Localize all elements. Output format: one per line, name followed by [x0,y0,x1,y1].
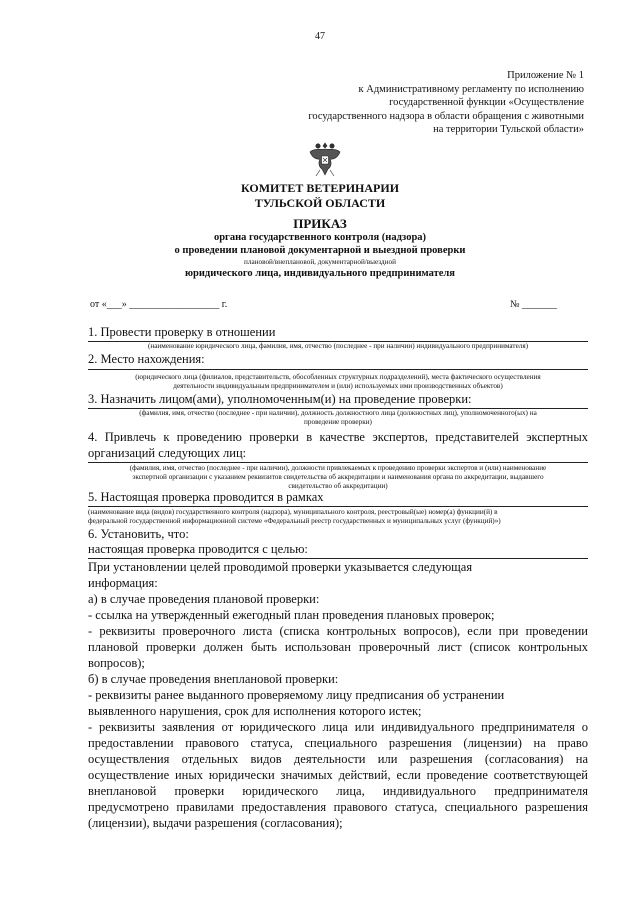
appendix-line: Приложение № 1 [507,70,584,81]
order-subtitle-line2: о проведении плановой документарной и выездной проверки [174,245,466,256]
body-line: - реквизиты проверочного листа (списка контрольных вопросов), если при проведении [88,624,588,638]
body-line: предоставлении правового статуса, специального разрешения (лицензии) на право [88,736,588,750]
body-line: (лицензии), выдачи разрешения (согласования); [88,816,343,830]
item-1-label: 1. Провести проверку в отношении [88,325,276,339]
item-4-hint-line3: свидетельство об аккредитации) [288,482,388,490]
item-2-label: 2. Место нахождения: [88,352,205,366]
order-date-field: от «___» __________________ г. [90,299,228,310]
appendix-line: на территории Тульской области» [433,124,584,135]
item-6-label: 6. Установить, что: [88,527,189,541]
appendix-note [254,69,584,137]
body-line: информация: [88,576,158,590]
fill-line [88,462,588,463]
body-line: предусмотрено правилами предоставления правового статуса, специального разрешения [88,800,588,814]
fill-line [88,369,588,370]
body-line: - реквизиты ранее выданного проверяемому лицу предписания об устранении [88,688,505,702]
appendix-line: к Административному регламенту по исполнению [358,83,584,95]
item-4-label-line2: организаций следующих лиц: [88,446,247,460]
order-title: ПРИКАЗ [293,216,347,231]
item-3-label: 3. Назначить лицом(ами), уполномоченным(и) на проведение проверки: [88,392,472,406]
body-line: а) в случае проведения плановой проверки: [88,592,320,606]
item-4-label-line1: 4. Привлечь к проведению проверки в качестве экспертов, представителей экспертных [88,430,588,444]
item-2-hint-line2: деятельности индивидуальным предпринимателем и (или) используемых ими производственных объектов) [173,382,503,390]
body-line: б) в случае проведения внеплановой проверки: [88,672,339,686]
order-number-field: № _______ [510,299,558,310]
item-4-hint-line1: (фамилия, имя, отчество (последнее - при наличии), должности привлекаемых к проведению проверки экспертов и (или) наименование [129,464,547,472]
item-3-hint-line2: проведение проверки) [304,418,372,426]
body-line: При установлении целей проводимой проверки указывается следующая [88,560,473,574]
body-line: осуществление иных юридически значимых действий, если проведение соответствующей [88,768,588,782]
order-subtitle-line1: органа государственного контроля (надзора) [213,232,427,243]
appendix-line: государственного надзора в области обращения с животными [308,110,584,122]
body-line: вопросов); [88,656,145,670]
org-name-line2: ТУЛЬСКОЙ ОБЛАСТИ [254,196,386,210]
item-5-label: 5. Настоящая проверка проводится в рамках [88,490,324,504]
order-subtitle-line3: юридического лица, индивидуального предпринимателя [185,268,455,279]
body-line: осуществления отдельных видов деятельности или разрешения (согласования) на [88,752,588,766]
item-4-hint-line2: экспертной организации с указанием реквизитов свидетельства об аккредитации и наименования органа по аккредитации, выдавшего [132,473,544,481]
fill-line [88,506,588,507]
body-line: внеплановой проверки юридического лица, индивидуального предпринимателя [88,784,588,798]
org-name-line1: КОМИТЕТ ВЕТЕРИНАРИИ [240,181,400,195]
body-line: выявленного нарушения, срок для исполнения которого истек; [88,704,422,718]
item-5-hint-line2: федеральной государственной информационной системе «Федеральный реестр государственных и муниципальных услуг (функций)») [88,517,501,525]
body-line: - ссылка на утвержденный ежегодный план проведения плановых проверок; [88,608,495,622]
item-6-purpose: настоящая проверка проводится с целью: [88,542,308,556]
order-type-hint: плановой/внеплановой, документарной/выездной [244,258,396,266]
appendix-line: государственной функции «Осуществление [389,97,584,108]
body-line: плановой проверки должен быть использован проверочный лист (список контрольных [88,640,588,654]
item-1-hint: (наименование юридического лица, фамилия, имя, отчество (последнее - при наличии) индивидуального предпринимателя) [147,342,529,350]
item-3-hint-line1: (фамилия, имя, отчество (последнее - при наличии), должность должностного лица (должностных лиц), уполномоченного(ых) на [139,409,537,417]
item-2-hint-line1: (юридического лица (филиалов, представительств, обособленных структурных подразделений), места фактического осуществления [135,373,541,381]
body-line: - реквизиты заявления от юридического лица или индивидуального предпринимателя о [88,720,588,734]
item-5-hint-line1: (наименование вида (видов) государственного контроля (надзора), муниципального контроля, реестровый(ые) номер(а) функции(й) в [88,508,498,516]
fill-line [88,558,588,559]
coat-of-arms-emblem [308,140,342,178]
page-number: 47 [315,31,325,42]
